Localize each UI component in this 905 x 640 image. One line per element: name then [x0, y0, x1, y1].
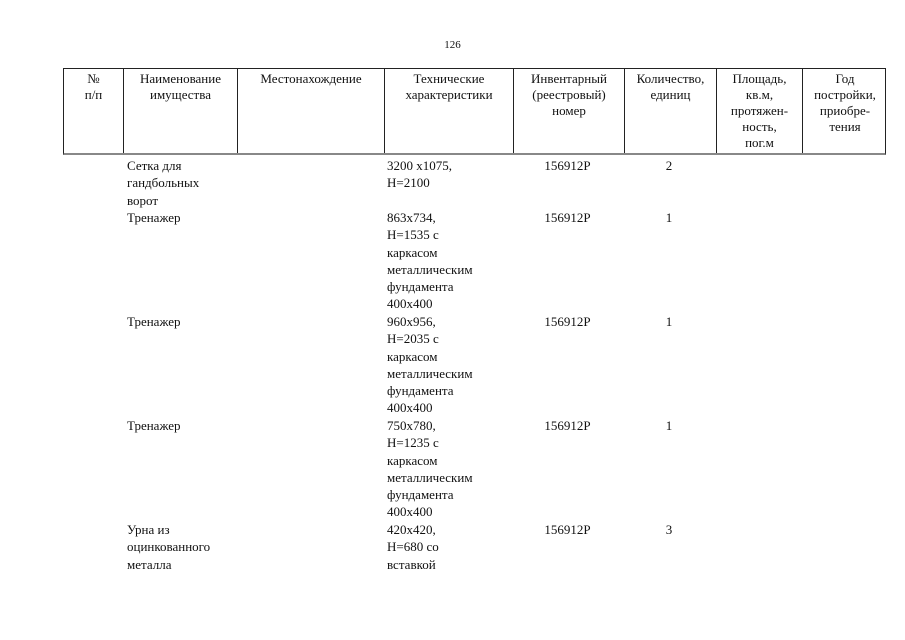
cell-location: [236, 416, 383, 521]
cell-location: [236, 156, 383, 209]
cell-area: [715, 416, 801, 521]
cell-name: Тренажер: [127, 210, 181, 225]
header-quantity: Количество, единиц: [624, 69, 716, 153]
cell-specifications: 750х780, Н=1235 с каркасом металлическим фундамента 400х400: [387, 418, 473, 520]
cell-quantity: 1: [665, 210, 673, 225]
cell-specifications: 420х420, Н=680 со вставкой: [387, 522, 439, 572]
cell-name: Тренажер: [127, 314, 181, 329]
header-inventory-number: Инвентарный (реестровый) номер: [513, 69, 624, 153]
cell-location: [236, 520, 383, 576]
cell-quantity: 1: [665, 418, 673, 433]
cell-year: [801, 416, 886, 521]
cell-inventory-number: 156912Р: [544, 418, 591, 433]
cell-quantity: 3: [665, 522, 673, 537]
table-row: [63, 312, 886, 416]
cell-number: [63, 208, 122, 313]
cell-year: [801, 520, 886, 576]
cell-number: [63, 520, 122, 576]
cell-location: [236, 208, 383, 313]
table-row: [63, 416, 886, 520]
cell-year: [801, 208, 886, 313]
cell-area: [715, 208, 801, 313]
header-area: Площадь, кв.м, протяжен- ность, пог.м: [716, 69, 802, 153]
table-body: [63, 156, 886, 576]
cell-number: [63, 416, 122, 521]
cell-area: [715, 520, 801, 576]
header-year: Год постройки, приобре- тения: [802, 69, 887, 153]
cell-inventory-number: 156912Р: [544, 522, 591, 537]
cell-name: Сетка для гандбольных ворот: [127, 158, 200, 208]
table-row: [63, 208, 886, 312]
header-number: № п/п: [84, 71, 103, 102]
cell-quantity: 1: [665, 314, 673, 329]
cell-quantity: 2: [665, 158, 673, 173]
header-specifications: Технические характеристики: [384, 69, 513, 153]
cell-specifications: 3200 х1075, Н=2100: [387, 158, 452, 191]
cell-area: [715, 156, 801, 209]
cell-specifications: 863х734, Н=1535 с каркасом металлическим фундамента 400х400: [387, 210, 473, 312]
header-location: Местонахождение: [237, 69, 384, 153]
cell-year: [801, 312, 886, 417]
cell-number: [63, 312, 122, 417]
cell-year: [801, 156, 886, 209]
cell-specifications: 960х956, Н=2035 с каркасом металлическим фундамента 400х400: [387, 314, 473, 416]
table-header: [63, 68, 886, 155]
page-number: 126: [444, 39, 461, 51]
cell-name: Урна из оцинкованного металла: [127, 522, 211, 572]
table-row: [63, 156, 886, 208]
cell-inventory-number: 156912Р: [544, 158, 591, 173]
cell-area: [715, 312, 801, 417]
cell-inventory-number: 156912Р: [544, 210, 591, 225]
cell-name: Тренажер: [127, 418, 181, 433]
header-name: Наименование имущества: [123, 69, 237, 153]
table-row: [63, 520, 886, 576]
cell-location: [236, 312, 383, 417]
cell-inventory-number: 156912Р: [544, 314, 591, 329]
cell-number: [63, 156, 122, 209]
property-table: [63, 68, 886, 155]
